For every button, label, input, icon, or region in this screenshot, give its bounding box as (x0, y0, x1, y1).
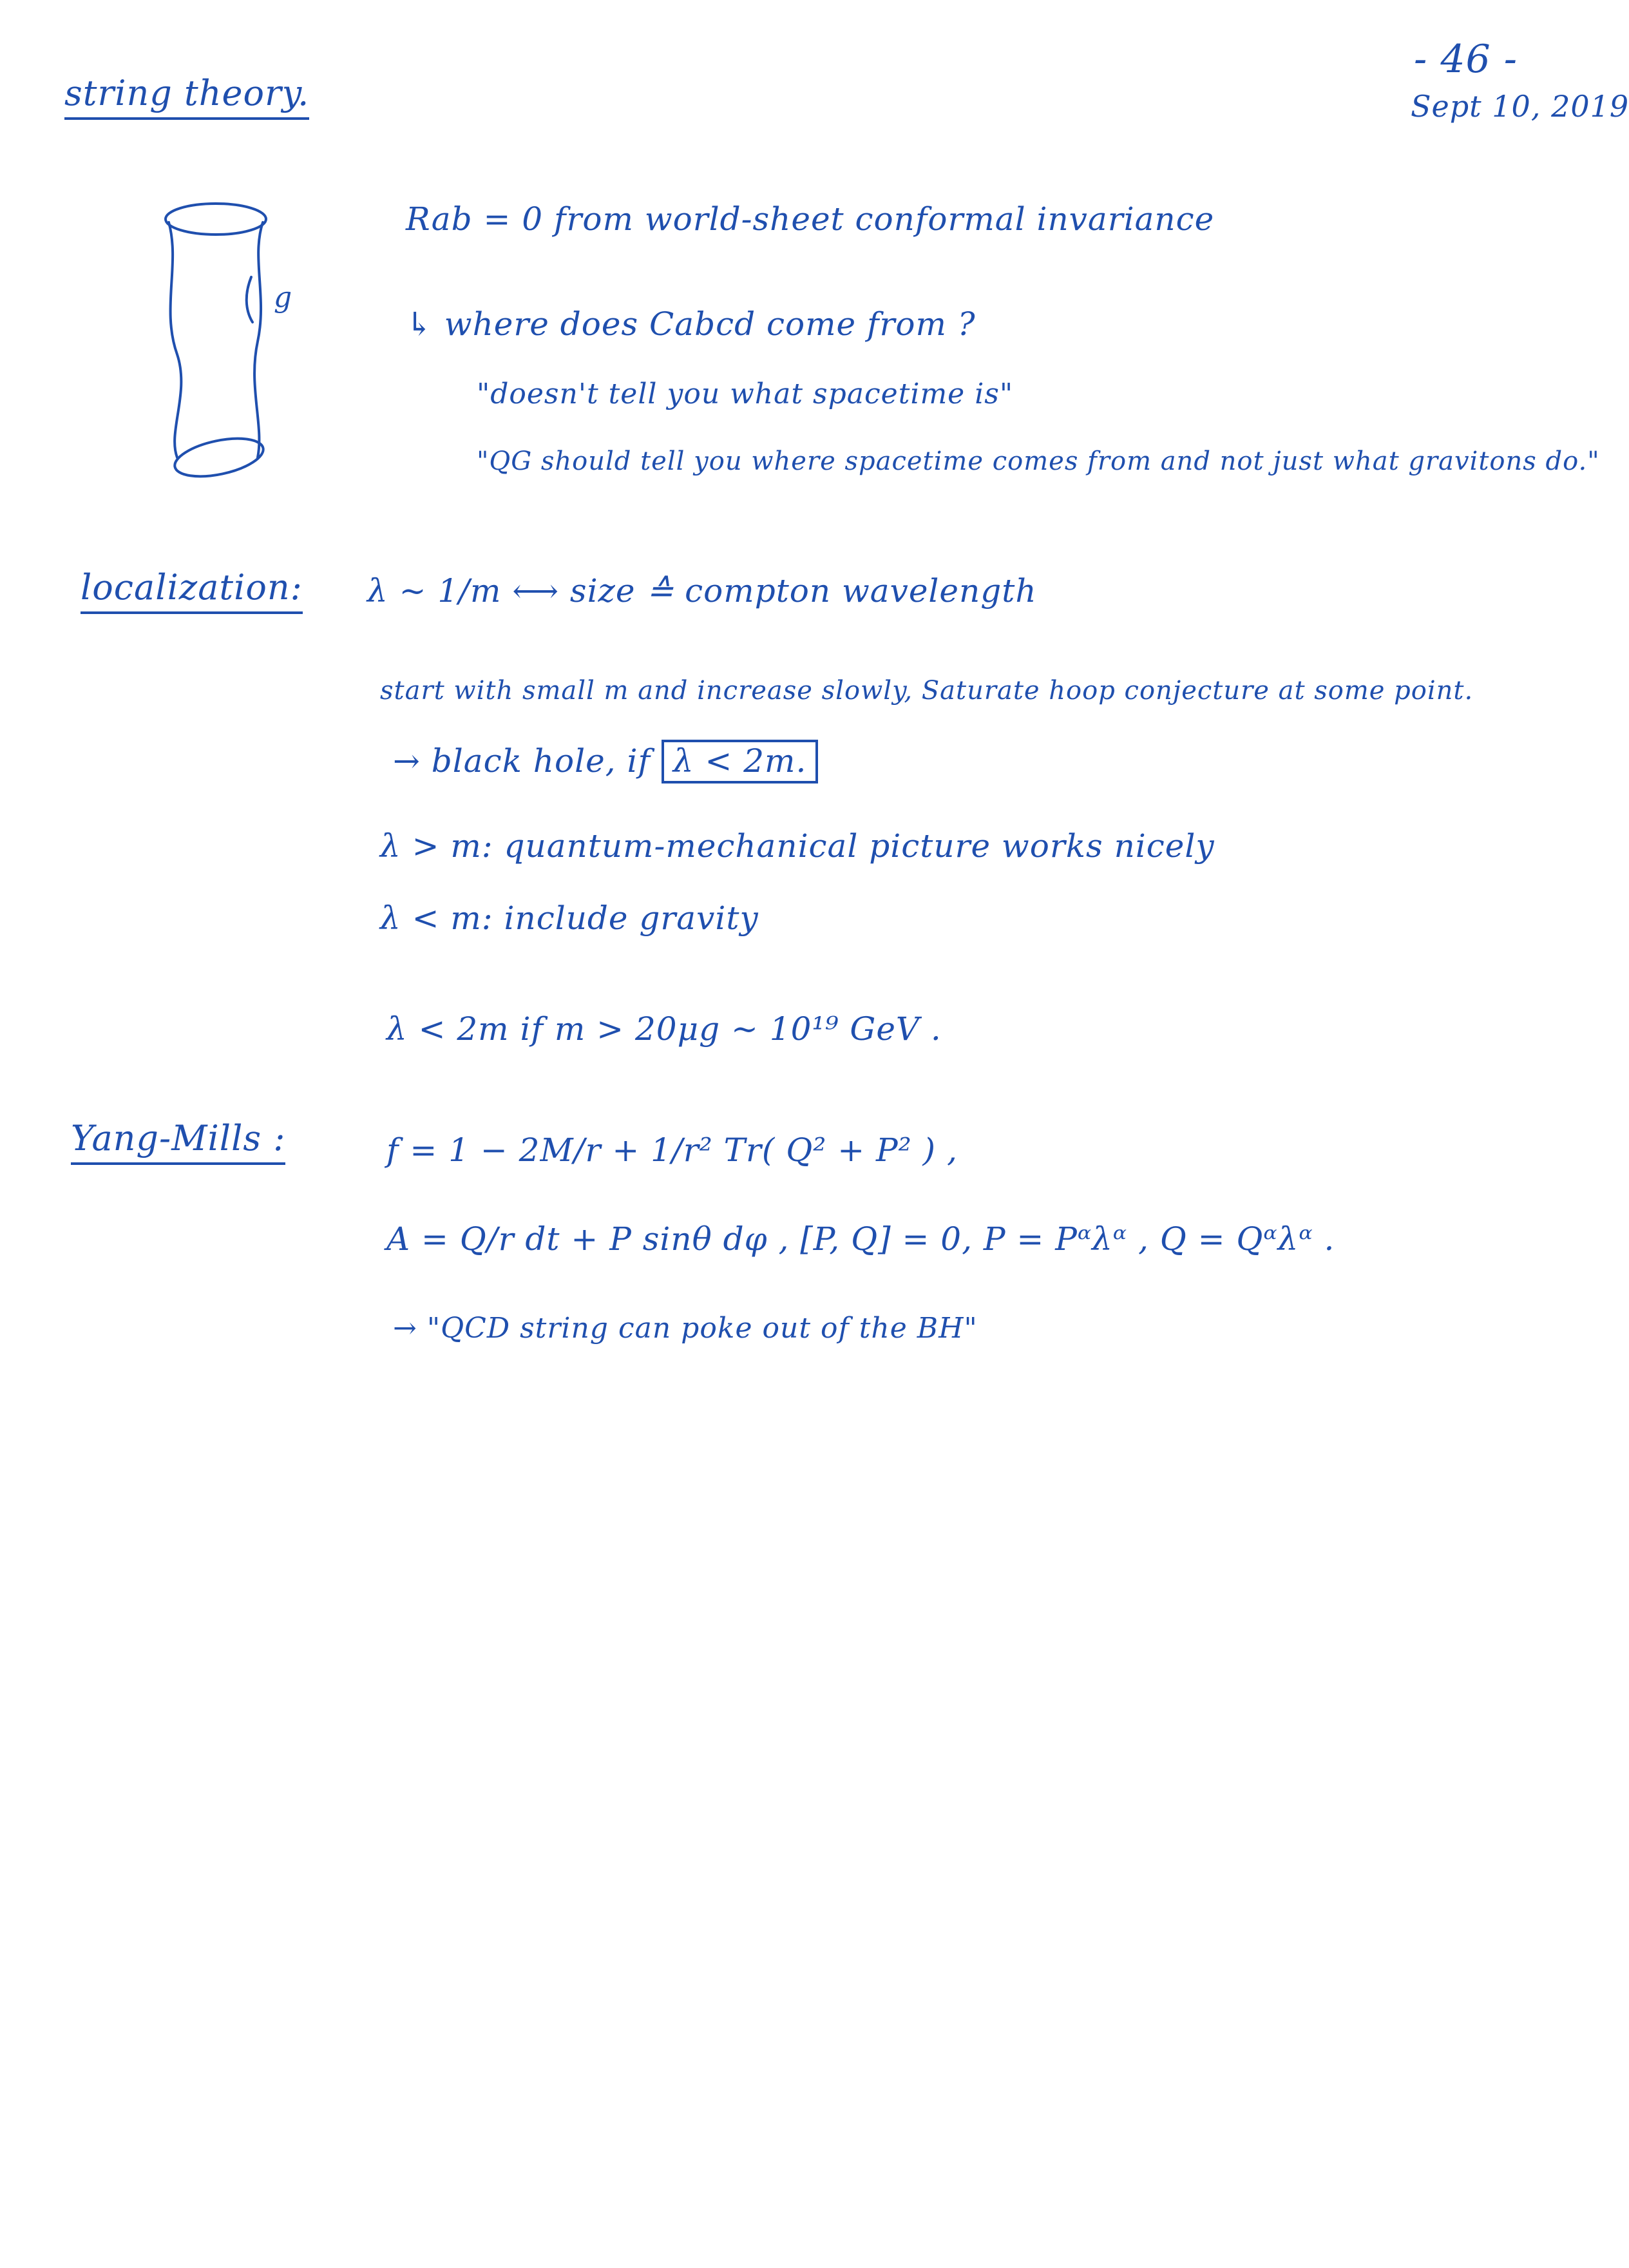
page-date: Sept 10, 2019 (1411, 89, 1629, 124)
page-number: - 46 - (1414, 37, 1518, 82)
world-sheet-sketch (155, 187, 309, 483)
string-line-4: "QG should tell you where spacetime comes from and not just what gravitons do." (477, 447, 1600, 476)
localization-line-2: start with small m and increase slowly, Saturate hoop conjecture at some point. (380, 676, 1474, 706)
localization-line-4: λ > m: quantum-mechanical picture works nicely (380, 827, 1215, 865)
string-line-3: "doesn't tell you what spacetime is" (477, 378, 1014, 410)
localization-line-6: λ < 2m if m > 20μg ~ 10¹⁹ GeV . (386, 1010, 942, 1048)
yang-mills-line-2: A = Q/r dt + P sinθ dφ , [P, Q] = 0, P = Pᵅλᵅ , Q = Qᵅλᵅ . (386, 1220, 1335, 1258)
localization-heading: localization: (81, 570, 303, 614)
localization-line-3 (393, 740, 818, 783)
sketch-label-g: g (274, 281, 293, 314)
string-line-1: Rab = 0 from world-sheet conformal invariance (406, 200, 1215, 238)
yang-mills-line-1: f = 1 − 2M/r + 1/r² Tr( Q² + P² ) , (386, 1131, 958, 1169)
string-theory-heading: string theory. (64, 76, 309, 120)
yang-mills-heading: Yang-Mills : (71, 1121, 285, 1165)
localization-line-5: λ < m: include gravity (380, 899, 759, 937)
black-hole-condition-box: λ < 2m. (662, 740, 819, 783)
yang-mills-line-3: → "QCD string can poke out of the BH" (393, 1312, 978, 1345)
string-line-2: ↳ where does Cabcd come from ? (406, 305, 976, 343)
black-hole-condition-prefix: → black hole, if (393, 742, 651, 780)
localization-line-1: λ ~ 1/m ⟷ size ≙ compton wavelength (367, 572, 1037, 610)
